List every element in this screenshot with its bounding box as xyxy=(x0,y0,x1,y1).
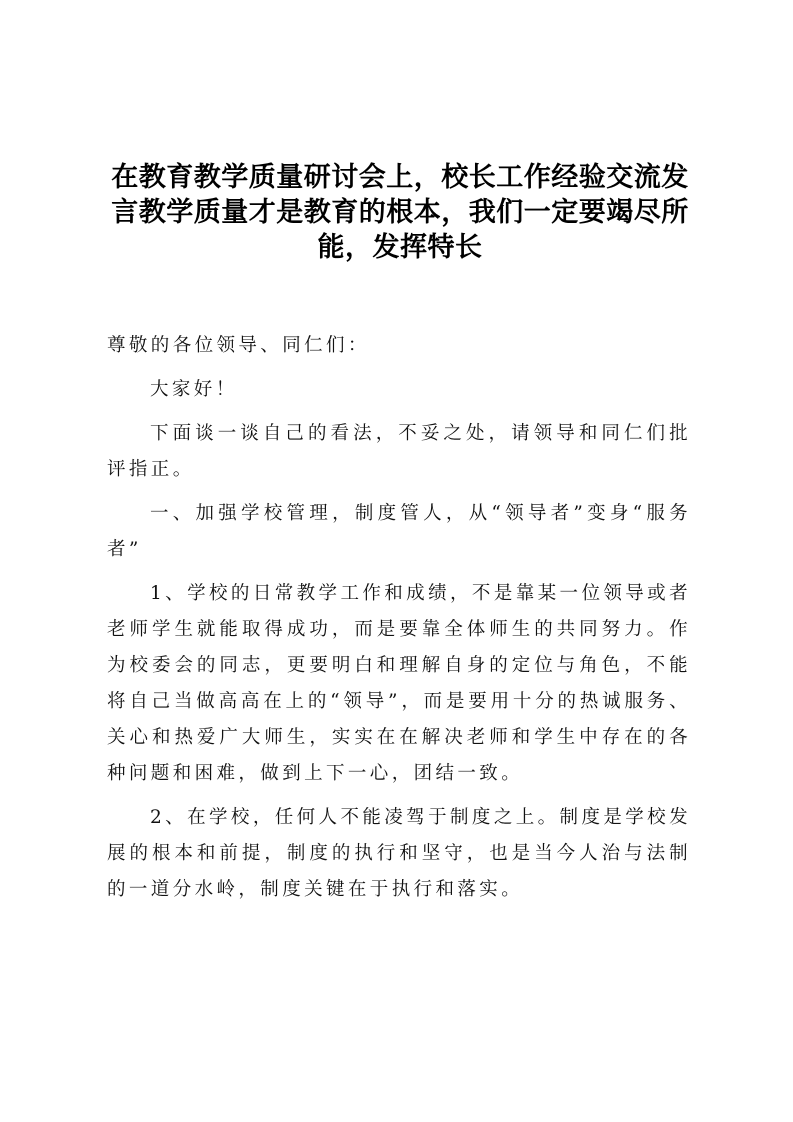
paragraph-point-2: 2、在学校，任何人不能凌驾于制度之上。制度是学校发展的根本和前提，制度的执行和坚守，也是当今人治与法制的一道分水岭，制度关键在于执行和落实。 xyxy=(107,807,691,900)
paragraph-intro: 下面谈一谈自己的看法，不妥之处，请领导和同仁们批评指正。 xyxy=(107,423,691,480)
document-title: 在教育教学质量研讨会上，校长工作经验交流发言教学质量才是教育的根本，我们一定要竭尽所能，发挥特长 xyxy=(111,162,689,263)
paragraph-point-1: 1、学校的日常教学工作和成绩，不是靠某一位领导或者老师学生就能取得成功，而是要靠全体师生的共同努力。作为校委会的同志，更要明白和理解自身的定位与角色，不能将自己当做高高在上的“领导”，而是要用十分的热诚服务、关心和热爱广大师生，实实在在解决老师和学生中存在的各种问题和困难，做到上下一心，团结一致。 xyxy=(107,583,691,784)
document-body xyxy=(107,328,691,908)
section-heading-1: 一、加强学校管理，制度管人，从“领导者”变身“服务者” xyxy=(107,503,691,560)
salutation: 尊敬的各位领导、同仁们： xyxy=(107,335,370,356)
paragraph-greeting: 大家好！ xyxy=(150,379,238,400)
